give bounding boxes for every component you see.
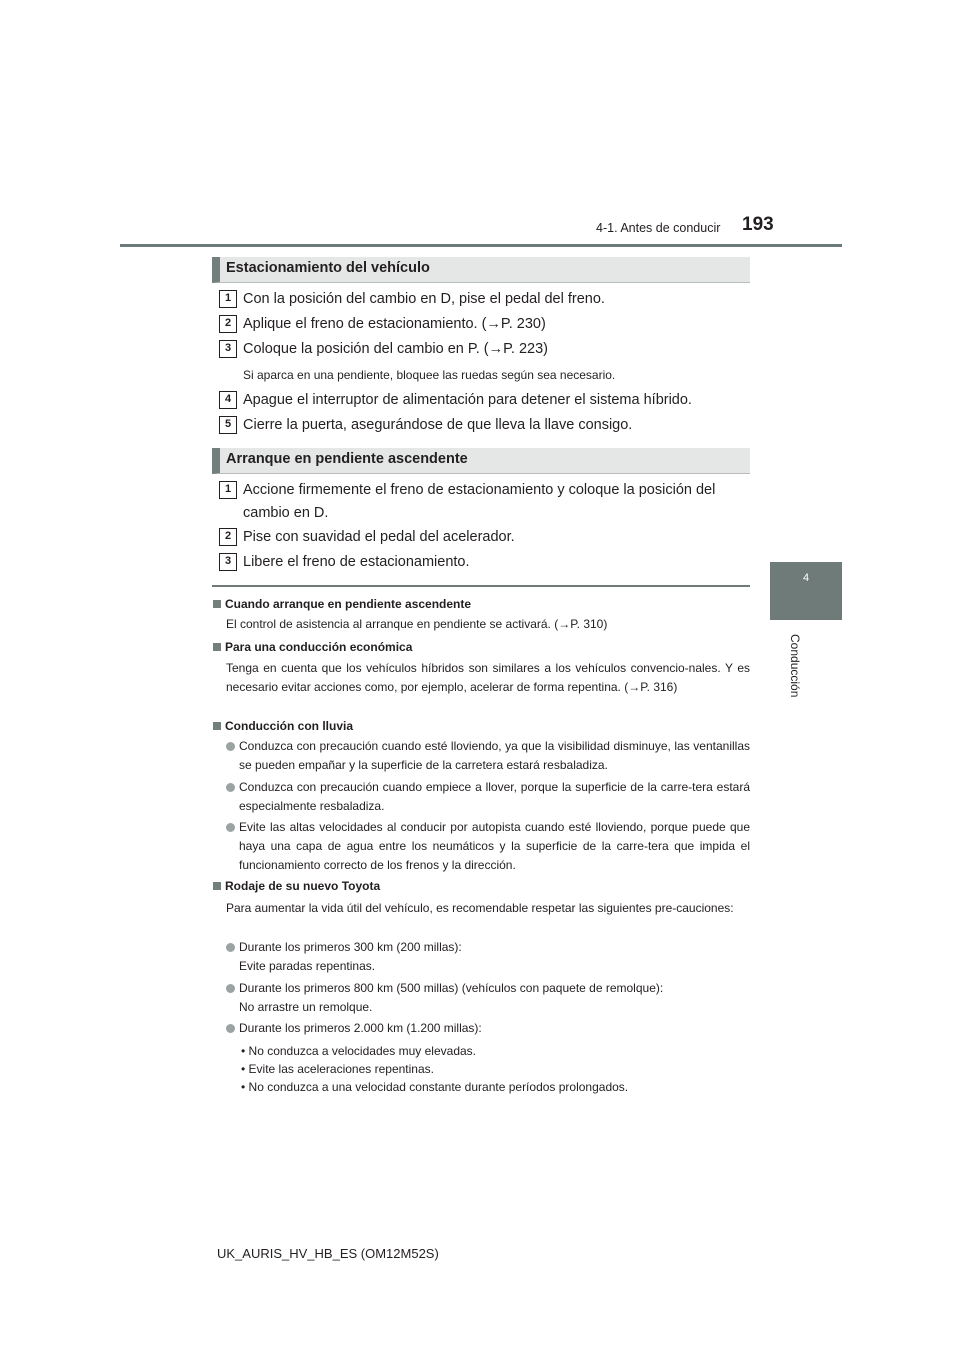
- header-rule: [120, 244, 842, 247]
- bullet-item: Evite las altas velocidades al conducir por autopista cuando esté lloviendo, porque puede que haya una capa de agua entre los neumáticos y la superficie de la carre-tera que impida el funcionamiento correcto de los frenos y la dirección.: [226, 818, 750, 875]
- square-bullet-icon: [213, 600, 221, 608]
- circle-bullet-icon: [226, 823, 235, 832]
- square-bullet-icon: [213, 882, 221, 890]
- section-heading-parking: [212, 257, 750, 283]
- step-number: 4: [219, 391, 237, 409]
- square-bullet-icon: [213, 643, 221, 651]
- chapter-label-text: Conducción: [788, 634, 802, 698]
- note-text: Para aumentar la vida útil del vehículo, es recomendable respetar las siguientes pre-cauciones:: [226, 901, 734, 915]
- step-number: 2: [219, 528, 237, 546]
- step-text: Libere el freno de estacionamiento.: [243, 554, 470, 570]
- note-heading: Para una conducción económica: [213, 640, 412, 654]
- bullet-item: Durante los primeros 2.000 km (1.200 millas):: [226, 1019, 750, 1038]
- note-text: El control de asistencia al arranque en pendiente se activará. (→P. 310): [226, 617, 608, 631]
- step-text: Accione firmemente el freno de estacionamiento y coloque la posición del cambio en D.: [243, 482, 716, 521]
- page-number: 193: [742, 214, 774, 235]
- bullet-item: Durante los primeros 300 km (200 millas): Evite paradas repentinas.: [226, 938, 750, 976]
- step-text: Coloque la posición del cambio en P. (→P. 223): [243, 341, 548, 357]
- step-text: Pise con suavidad el pedal del acelerador.: [243, 529, 515, 545]
- section-heading-hill-start: [212, 448, 750, 474]
- bullet-item: Conduzca con precaución cuando esté lloviendo, ya que la visibilidad disminuye, las ventanillas se pueden empañar y la superficie de la carretera estará resbaladiza.: [226, 737, 750, 775]
- section-heading-text: Estacionamiento del vehículo: [226, 260, 430, 276]
- step-text: Con la posición del cambio en D, pise el pedal del freno.: [243, 291, 605, 307]
- circle-bullet-icon: [226, 783, 235, 792]
- circle-bullet-icon: [226, 984, 235, 993]
- document-code: UK_AURIS_HV_HB_ES (OM12M52S): [217, 1246, 439, 1261]
- circle-bullet-icon: [226, 1024, 235, 1033]
- chapter-number: 4: [802, 572, 810, 584]
- square-bullet-icon: [213, 722, 221, 730]
- circle-bullet-icon: [226, 742, 235, 751]
- step-number: 5: [219, 416, 237, 434]
- step-text: Aplique el freno de estacionamiento. (→P. 230): [243, 316, 546, 332]
- step-number: 1: [219, 481, 237, 499]
- sub-item: • No conduzca a velocidades muy elevadas.: [241, 1044, 477, 1058]
- note-text: Tenga en cuenta que los vehículos híbridos son similares a los vehículos convencio-nales. Y es necesario evitar acciones como, por ejemplo, acelerar de forma repentina. (→P. 316): [226, 661, 750, 694]
- circle-bullet-icon: [226, 943, 235, 952]
- step-number: 2: [219, 315, 237, 333]
- sub-item: • No conduzca a una velocidad constante durante períodos prolongados.: [241, 1080, 629, 1094]
- step-text: Cierre la puerta, asegurándose de que lleva la llave consigo.: [243, 417, 633, 433]
- step-number: 1: [219, 290, 237, 308]
- note-heading: Cuando arranque en pendiente ascendente: [213, 597, 471, 611]
- step-text: Apague el interruptor de alimentación para detener el sistema híbrido.: [243, 392, 692, 408]
- note-heading: Conducción con lluvia: [213, 719, 353, 733]
- chapter-tab: [770, 562, 842, 620]
- step-note: Si aparca en una pendiente, bloquee las ruedas según sea necesario.: [243, 368, 616, 382]
- notes-divider: [212, 585, 750, 587]
- bullet-item: Conduzca con precaución cuando empiece a llover, porque la superficie de la carre-tera estará especialmente resbaladiza.: [226, 778, 750, 816]
- step-number: 3: [219, 553, 237, 571]
- bullet-item: Durante los primeros 800 km (500 millas) (vehículos con paquete de remolque): No arrastre un remolque.: [226, 979, 750, 1017]
- step-number: 3: [219, 340, 237, 358]
- section-heading-text: Arranque en pendiente ascendente: [226, 451, 468, 467]
- sub-item: • Evite las aceleraciones repentinas.: [241, 1062, 434, 1076]
- note-heading: Rodaje de su nuevo Toyota: [213, 879, 380, 893]
- chapter-label: [780, 634, 810, 724]
- section-title: 4-1. Antes de conducir: [596, 221, 721, 235]
